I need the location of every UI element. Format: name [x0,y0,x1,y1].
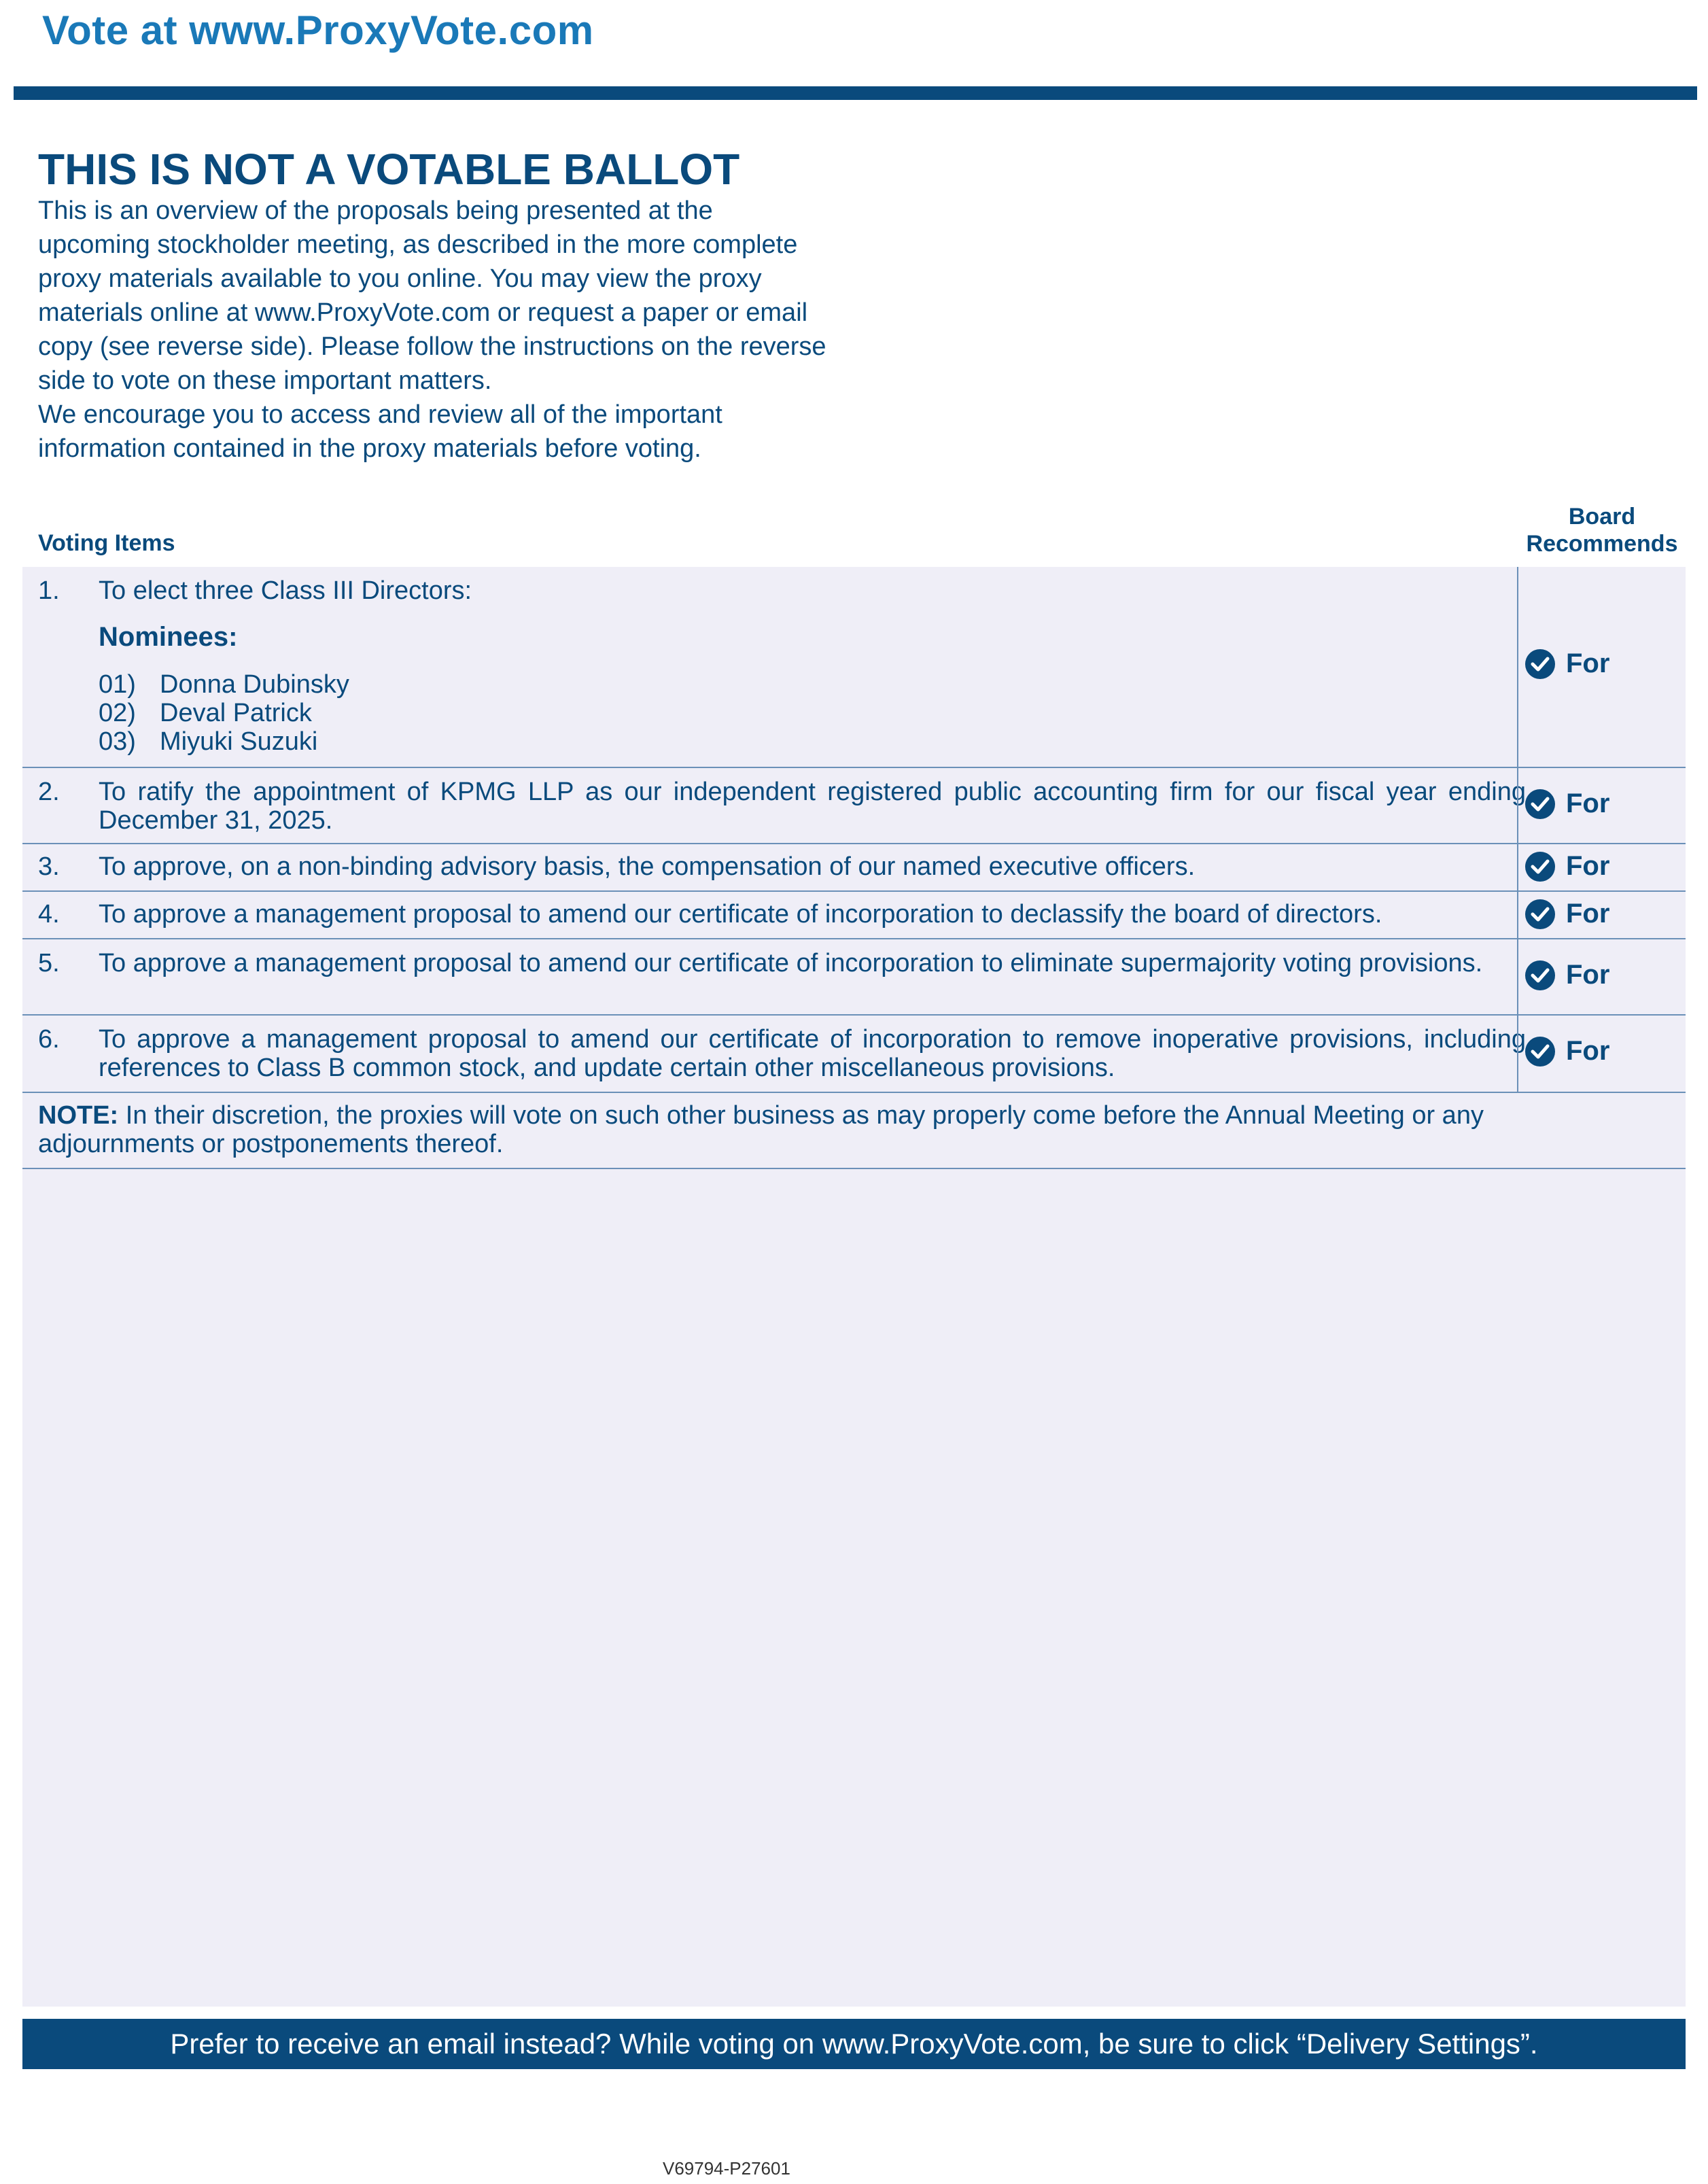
checkmark-icon [1525,649,1555,679]
note-text [38,1101,1506,1158]
item-number: 5. [38,949,60,977]
note-divider [22,1168,1686,1169]
board-recommends-header-line2: Recommends [1526,531,1678,557]
board-recommends-header-line1: Board [1568,504,1636,530]
board-recommendation [1517,892,1610,938]
recommendation-value [1525,960,1609,990]
nominees-label: Nominees: [99,622,238,652]
board-recommendation [1517,1016,1610,1092]
checkmark-icon [1525,960,1555,990]
board-recommendation [1517,768,1610,843]
document-code: V69794-P27601 [663,2158,790,2179]
nominee-item [99,727,1526,756]
item-number: 1. [38,576,60,605]
nominee-name: Donna Dubinsky [160,670,349,699]
item-number: 4. [38,900,60,929]
recommendation-value [1525,1036,1609,1067]
voting-item-3 [22,844,1686,892]
checkmark-icon [1525,899,1555,929]
email-delivery-text: Prefer to receive an email instead? While voting on www.ProxyVote.com, be sure to click “Delivery Settings”. [170,2028,1538,2060]
recommendation-label: For [1566,788,1610,818]
nominee-name: Miyuki Suzuki [160,727,318,756]
voting-items-header: Voting Items [38,530,175,556]
voting-item-6 [22,1016,1686,1093]
header-title: Vote at www.ProxyVote.com [42,7,594,53]
item-number: 3. [38,852,60,881]
recommendation-value [1525,648,1609,679]
item-text [99,576,1526,756]
recommendation-label: For [1566,899,1610,929]
recommendation-value [1525,899,1609,929]
note-body: In their discretion, the proxies will vote on such other business as may properly come before the Annual Meeting or any adjournments or postponements thereof. [38,1101,1484,1158]
board-recommendation [1517,844,1610,890]
intro-paragraph-2: We encourage you to access and review all of the important information contained in the proxy materials before voting. [38,400,722,463]
intro-paragraph-1: This is an overview of the proposals being presented at the upcoming stockholder meeting, as described in the more complete proxy materials available to you online. You may view the proxy materials online at www.ProxyVote.com or request a paper or email copy (see reverse side). Please follow the instructions on the reverse side to vote on these important matters. [38,196,826,395]
voting-item-1 [22,567,1686,768]
nominee-number: 03) [99,727,136,756]
item-description: To approve a management proposal to amend our certificate of incorporation to declassify the board of directors. [99,900,1382,929]
recommendation-label: For [1566,851,1610,881]
board-recommendation [1517,567,1610,767]
email-delivery-banner [22,2019,1686,2069]
intro-text [38,194,826,466]
recommendation-value [1525,851,1609,882]
recommendation-label: For [1566,1036,1610,1066]
board-recommends-header [1517,503,1687,557]
voting-item-4 [22,892,1686,939]
nominee-number: 02) [99,699,136,727]
board-recommendation [1517,939,1610,1014]
recommendation-label: For [1566,648,1610,678]
item-description: To approve a management proposal to amend our certificate of incorporation to eliminate supermajority voting provisions. [99,949,1483,977]
nominee-name: Deval Patrick [160,699,312,727]
nominee-item [99,699,1526,727]
item-number: 6. [38,1025,60,1054]
checkmark-icon [1525,789,1555,819]
nominee-list [99,670,1526,756]
page-title: THIS IS NOT A VOTABLE BALLOT [38,145,740,194]
voting-item-2 [22,768,1686,844]
checkmark-icon [1525,1037,1555,1067]
item-description: To approve, on a non-binding advisory basis, the compensation of our named executive officers. [99,852,1196,881]
nominee-item [99,670,1526,699]
voting-item-5 [22,939,1686,1016]
item-description: To approve a management proposal to amend our certificate of incorporation to remove inoperative provisions, including references to Class B common stock, and update certain other miscellaneous provisions. [99,1025,1526,1082]
note-label: NOTE: [38,1101,119,1130]
item-number: 2. [38,778,60,806]
item-description: To ratify the appointment of KPMG LLP as our independent registered public accounting firm for our fiscal year ending December 31, 2025. [99,778,1526,835]
recommendation-label: For [1566,960,1610,990]
item-description: To elect three Class III Directors: [99,576,472,605]
checkmark-icon [1525,852,1555,882]
nominee-number: 01) [99,670,136,699]
header-divider-bar [14,86,1697,100]
recommendation-value [1525,788,1609,819]
